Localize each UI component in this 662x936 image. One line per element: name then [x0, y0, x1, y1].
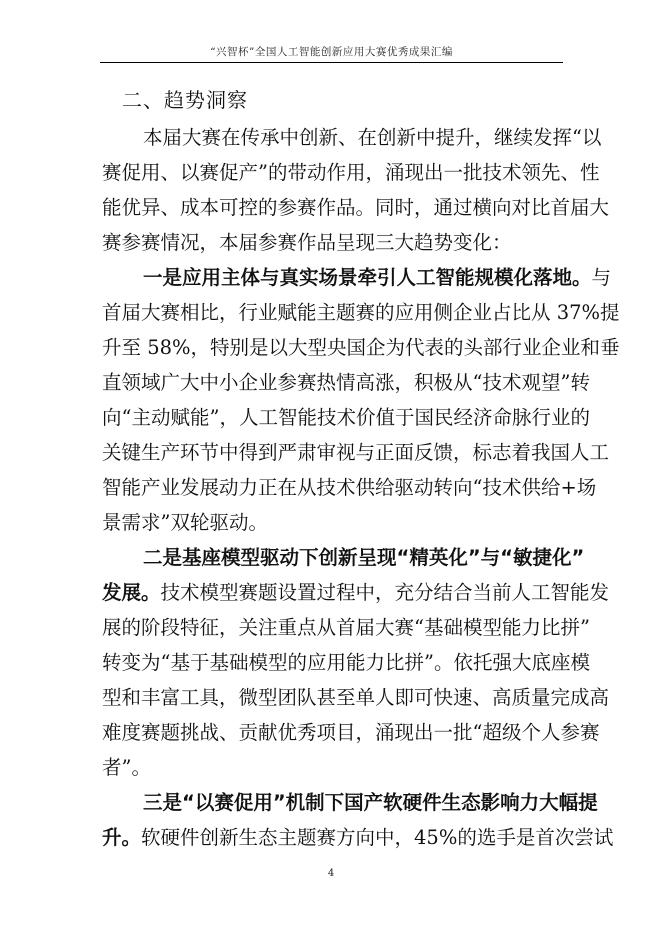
trend-3-title-line-1: 三是“以赛促用”机制下国产软硬件生态影响力大幅提 — [143, 791, 598, 814]
page-number: 4 — [327, 868, 335, 879]
trend-1-title: 一是应用主体与真实场景牵引人工智能规模化落地。 — [143, 266, 592, 289]
paragraph-3-line-7: 者”。 — [102, 756, 151, 779]
paragraph-3-line-3: 展的阶段特征，关注重点从首届大赛“基础模型能力比拼” — [102, 616, 590, 639]
paragraph-1-line-2: 赛促用、以赛促产”的带动作用，涌现出一批技术领先、性 — [102, 161, 600, 184]
paragraph-2-line-4: 直领域广大中小企业参赛热情高涨，积极从“技术观望”转 — [102, 371, 590, 394]
header-divider — [100, 62, 563, 63]
running-header: “兴智杯”全国人工智能创新应用大赛优秀成果汇编 — [210, 46, 453, 58]
paragraph-1-line-4: 赛参赛情况，本届参赛作品呈现三大趋势变化： — [102, 231, 512, 254]
paragraph-2-line-1 — [102, 260, 612, 295]
paragraph-2-line-2: 首届大赛相比，行业赋能主题赛的应用侧企业占比从 37%提 — [102, 301, 620, 324]
paragraph-2-line-8: 景需求”双轮驱动。 — [102, 511, 268, 534]
paragraph-2-line-3: 升至 58%，特别是以大型央国企为代表的头部行业企业和垂 — [102, 336, 620, 359]
trend-2-title-line-1: 二是基座模型驱动下创新呈现“精英化”与“敏捷化” — [143, 546, 585, 569]
paragraph-2-line-1-rest: 与 — [591, 266, 612, 289]
paragraph-3-line-4: 转变为“基于基础模型的应用能力比拼”。依托强大底座模 — [102, 651, 590, 674]
paragraph-1-line-3: 能优异、成本可控的参赛作品。同时，通过横向对比首届大 — [102, 196, 610, 219]
paragraph-2-line-7: 智能产业发展动力正在从技术供给驱动转向“技术供给+场 — [102, 476, 597, 499]
paragraph-4-line-2 — [102, 820, 614, 855]
trend-2-title-line-2: 发展。 — [102, 581, 161, 604]
paragraph-4-line-2-rest: 软硬件创新生态主题赛方向中，45%的选手是首次尝试 — [141, 826, 614, 849]
paragraph-2-line-6: 关键生产环节中得到严肃审视与正面反馈，标志着我国人工 — [102, 441, 610, 464]
paragraph-3-line-5: 型和丰富工具，微型团队甚至单人即可快速、高质量完成高 — [102, 686, 610, 709]
paragraph-2-line-5: 向“主动赋能”，人工智能技术价值于国民经济命脉行业的 — [102, 406, 590, 429]
paragraph-3-line-2 — [102, 575, 610, 610]
trend-3-title-line-2: 升。 — [102, 826, 142, 849]
paragraph-3-line-2-rest: 技术模型赛题设置过程中，充分结合当前人工智能发 — [160, 581, 610, 604]
section-heading: 二、趋势洞察 — [122, 88, 248, 112]
paragraph-1-line-1: 本届大赛在传承中创新、在创新中提升，继续发挥“以 — [143, 126, 602, 149]
paragraph-3-line-6: 难度赛题挑战、贡献优秀项目，涌现出一批“超级个人参赛 — [102, 721, 600, 744]
document-body — [102, 120, 620, 855]
